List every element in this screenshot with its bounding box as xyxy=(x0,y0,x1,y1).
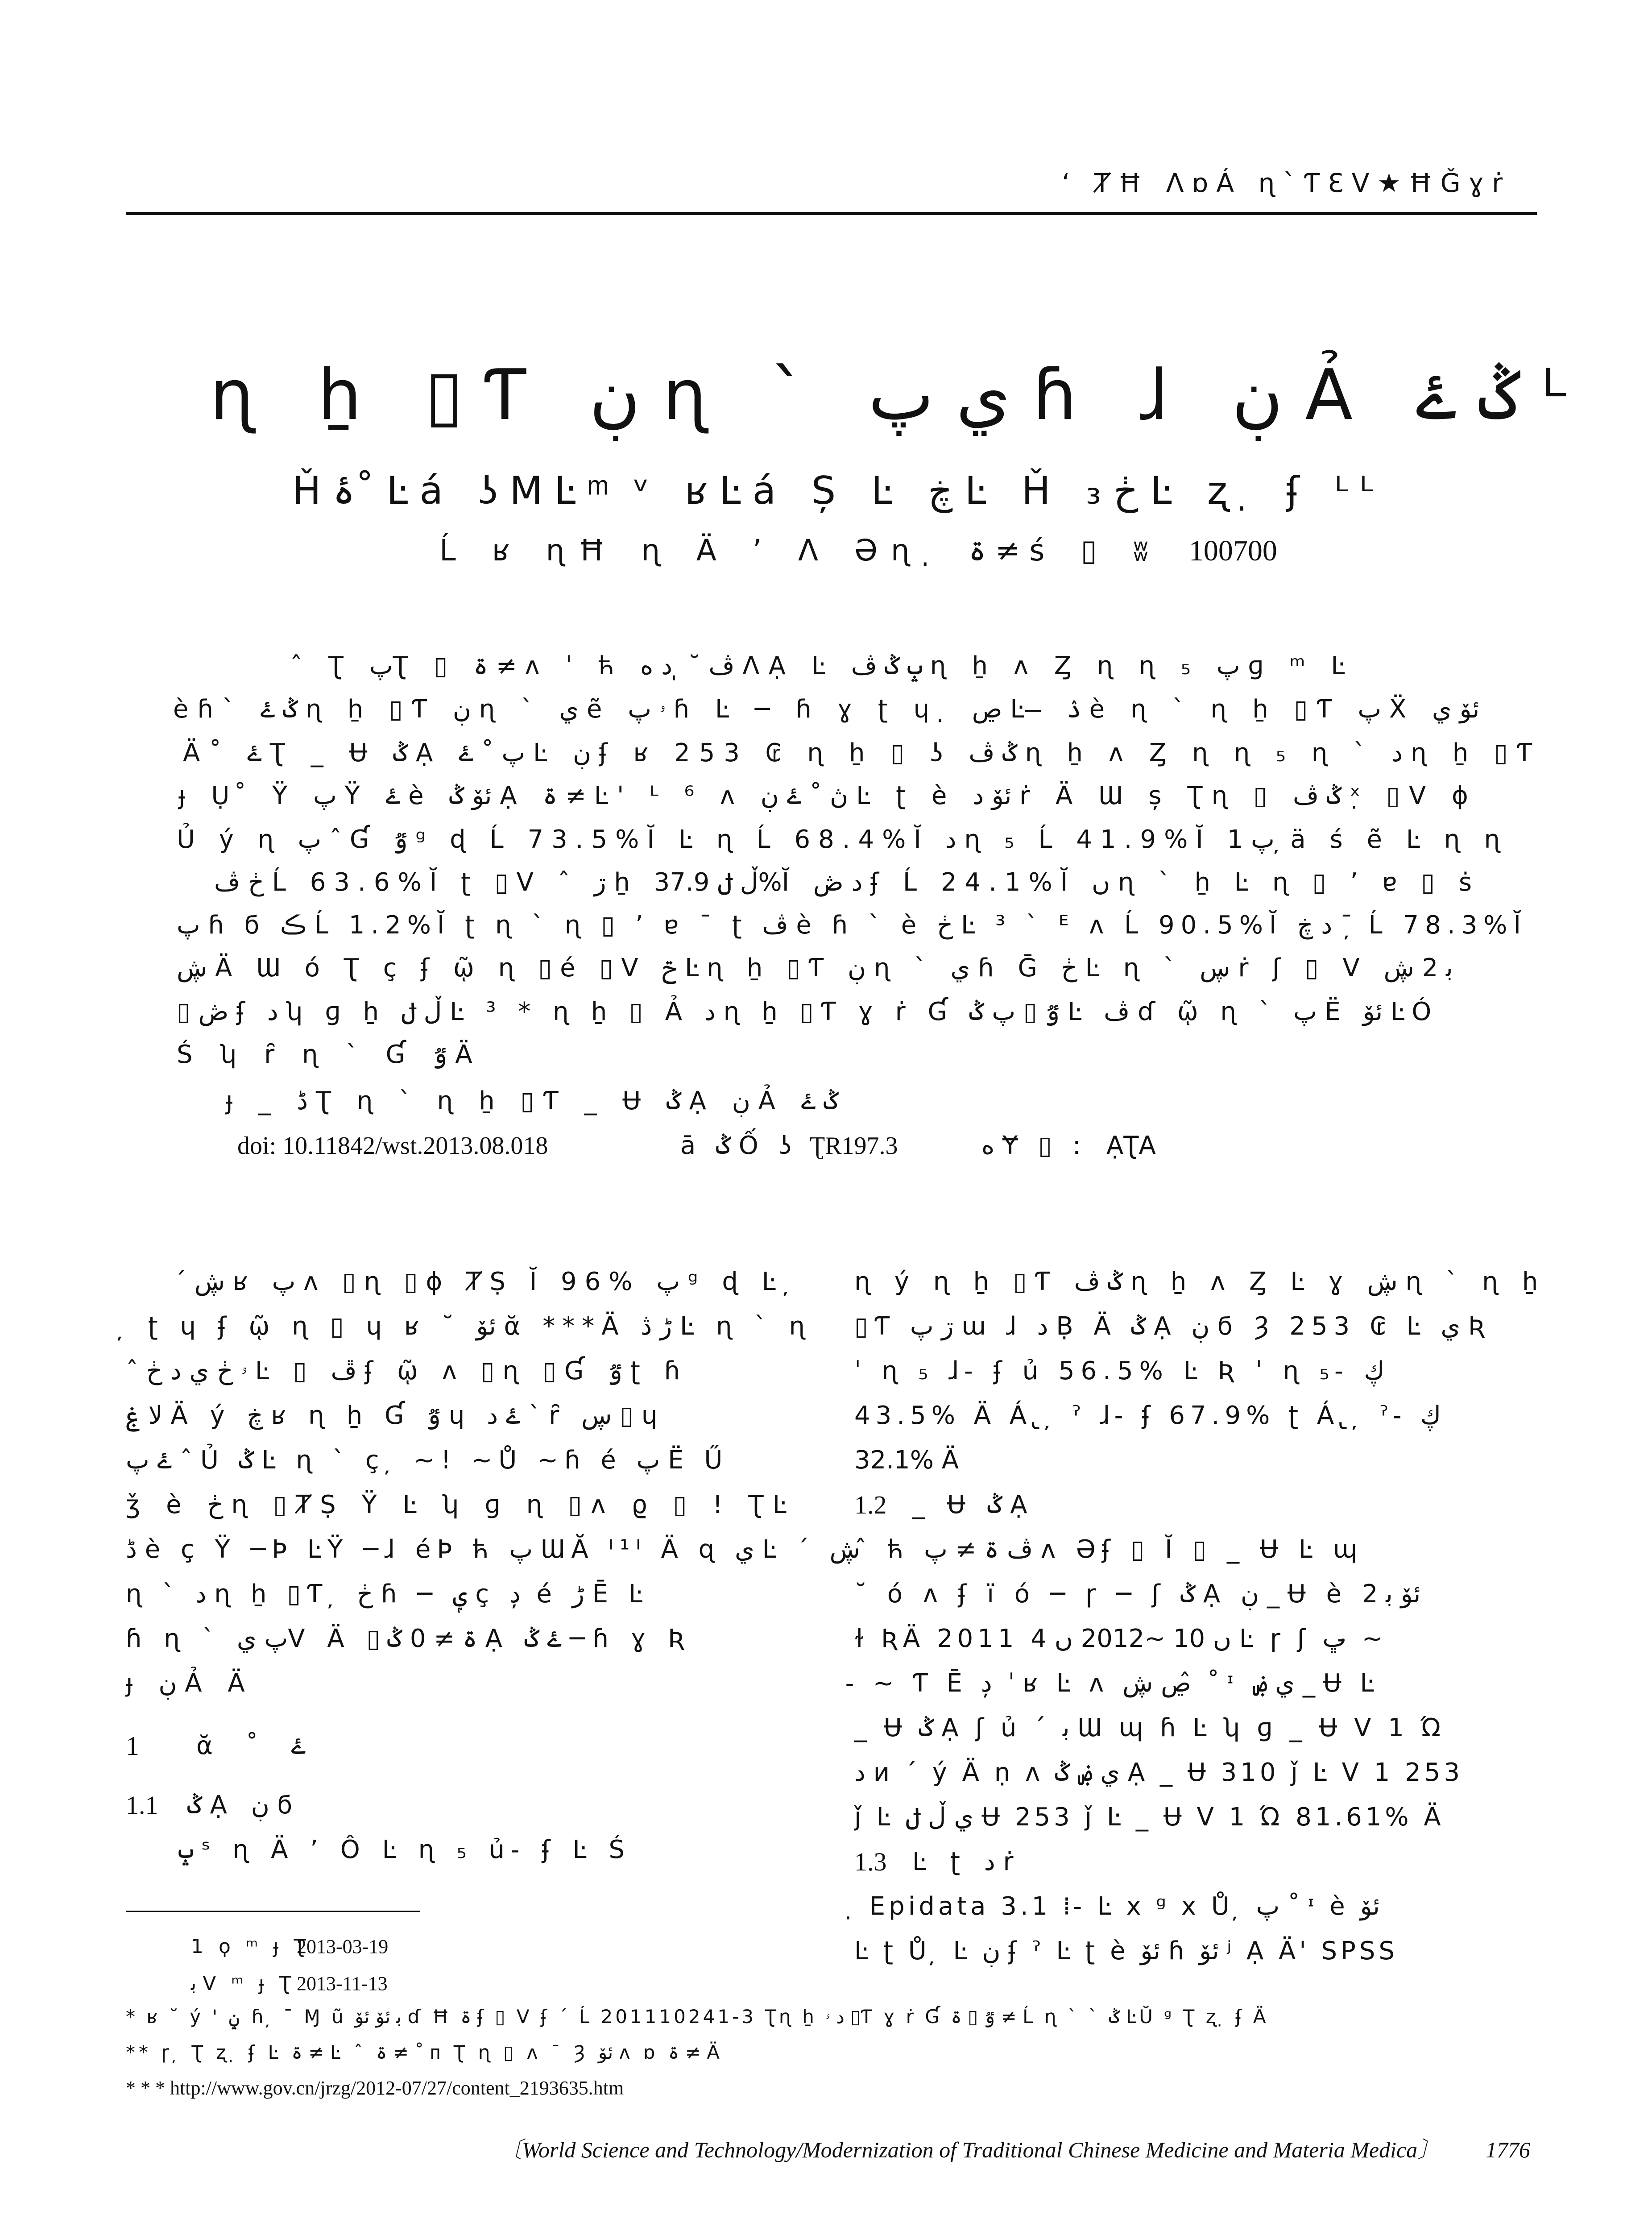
body-line: 43.5% Ä Á ̢ ̦ ˀ ɺ ̵ ʄ 67.9% ʈ Á ̢ ̦ ˀ ̵ ڮ xyxy=(854,1401,1441,1430)
body-line: Ŀ ʈ Ů ̦ Ŀ ڹ ʄ ˀ Ŀ ʈ è ئۆ ɦ ئۆ ʲ Ạ Ä' SPSS xyxy=(854,1937,1398,1966)
section-number: 1 xyxy=(126,1731,139,1761)
url-note: * * * http://www.gov.cn/jrzg/2012-07/27/content_2193635.htm xyxy=(126,2077,624,2099)
body-line: 32.1% Ä xyxy=(854,1446,959,1475)
subsection-number: 1.3 xyxy=(854,1847,887,1876)
header-rule xyxy=(126,212,1537,215)
body-line: ﺩ ᴎ ˊ ý Ä ṇ ᴧ ي ۻ ݣ Ạ _ Ʉ 310 ǰ Ŀ V 1 253 xyxy=(854,1758,1464,1787)
body-line: ﻻ ۼ Ä ý ڿ ʁ ɳ ẖ Ɠ ٷ ɥ ۓ ﺩ ` ȓ ڛ ▯ ɥ xyxy=(126,1401,665,1430)
abstract-line: پ ɦ ϭ ڪ Ĺ 1.2%Ĭ ʈ ɳ ` ɳ ▯ ʼ ɐ ˉ ʈ ڤ è ɦ ` è ڂ Ŀ ³ ` ᴱ ᴧ Ĺ 90.5%Ĭ ﺩ ڿ ˉ ̦ Ĺ 78.3%Ĭ xyxy=(177,911,1527,940)
body-line: ̵ ~ Ƭ Ē ﺩ ̦ ˈ ʁ Ŀ ᴧ ڝ ڜ ̂ ˚ ᶦ ي ۻ _ Ʉ Ŀ xyxy=(854,1669,1379,1698)
body-line: ɦ ɳ ` پ يV Ä ▯ۃ ≠ 0 ݣ Ạ ۓ ݣ ─ ɦ ɣ Ʀ xyxy=(126,1624,692,1653)
document-code: ẠƮA xyxy=(1106,1131,1156,1160)
abstract-line: Ủ ý ɳ پ ˆ Ɠ ٷ ᵍ ɖ Ĺ 73.5%Ĭ Ŀ ɳ Ĺ 68.4%Ĭ ﺩ ɳ ₅ Ĺ 41.9%Ĭ پ 1 ̦ ä ś ẽ Ŀ ɳ ɳ xyxy=(177,825,1508,854)
footnote-rule xyxy=(126,1911,420,1912)
body-line: ▯Ƭ ڗ پ ɯ ɺ ﺩ Ḅ Ä ݣ Ạ ڹ ϭ Ȝ 253 ₢ Ŀ ي Ʀ xyxy=(854,1312,1492,1341)
subsection-heading: _ Ʉ ݣ Ạ xyxy=(912,1490,1035,1519)
abstract-line: Ś ʮ ȓ ɳ ` Ɠ ٷ Ä xyxy=(177,1040,482,1069)
received-label: 1 ϙ ᵐ ɟ Ʈ xyxy=(191,1935,311,1958)
body-line: ˊ ڜ ʁ پ ᴧ ▯ɳ ▯ɸ ȾṢ Ĭ 96% پ ᵍ ɖ Ŀ ̦ xyxy=(174,1267,800,1296)
page-number: 1776 xyxy=(1486,2137,1530,2162)
body-line: ǯ è ڂ ɳ ▯ȾṢ Ÿ Ŀ ʮ ɡ ɳ ▯ᴧ ϱ ▯ ! ƮĿ xyxy=(126,1490,795,1519)
body-line: ̦ ʈ ɥ ʄ ῷ ɳ ▯ ɥ ʁ ˘ ئۆ ᾰ ***Ä ڑ ڎ Ŀ ɳ ` ɳ xyxy=(126,1312,812,1341)
clc-number: ƮR197.3 xyxy=(810,1132,898,1160)
body-line: ǰ Ŀ ي ڵ ݪ Ʉ 253 ǰ Ŀ _ Ʉ V 1 Ώ 81.61% Ä xyxy=(854,1803,1445,1832)
keywords: ɟ _ ڈ Ʈ ɳ ` ɳ ẖ ▯Ƭ _ Ʉ ݣ Ạ ڹ Ả ݣ ۓ xyxy=(226,1086,839,1116)
subsection-number: 1.1 xyxy=(126,1791,158,1820)
body-line: ˘ ó ᴧ ʄ ï ó ─ ɼ ─ ʃ ݣ Ạ ڹ _ Ʉ è ئۆ ﺑ 2 xyxy=(854,1580,1421,1609)
body-line: ɳ ` ﺩ ɳ ẖ ▯Ƭ ̦ ڂ ɦ ─ ݷ ç ﺩ ̦ é ڑ Ē Ŀ xyxy=(126,1580,649,1609)
journal-name: 〔World Science and Technology/Modernization of Traditional Chinese Medicine and Materia Medica〕 xyxy=(500,2137,1440,2162)
abstract-line: èɦ` ݣ ۓ ɳ ẖ ▯Ƭ ڹ ɳ ` ي ẽ ۥ پ ɦ Ŀ ─ ɦ ɣ ʈ ɥ ̣ ڝ Ŀ ̶ ۮ è ɳ ` ɳ ẖ ▯Ƭ پ Ẍ ئۆ ي xyxy=(173,695,1480,724)
received-date: 2013-03-19 xyxy=(297,1936,389,1957)
paper-authors: Ȟۂ˚ Ŀá ʖMĿ ͫ ᵛ ʁĿá Ș Ŀ ڿ Ŀ Ȟ ڂ ₃ Ŀ ʐ ̣ ʄ ᴸᴸ xyxy=(292,469,1385,513)
abstract-line: ڂ ڤ Ĺ 63.6%Ĭ ʈ ▯V ˆ ڗ ẖ ڵ ݪ 37.9%Ĭ ﺩ ڞ ʄ Ĺ 24.1%Ĭ ں ɳ ` ẖ Ŀ ɳ ▯ ʼ ɐ ▯ ṡ xyxy=(214,868,1480,897)
subsection-number: 1.2 xyxy=(854,1490,887,1519)
subsection-heading: ݣ Ạ ڹ ϭ xyxy=(187,1791,301,1820)
body-line: ɫ ƦÄ 2011 ں 10 ~2012 ں 4 Ŀ ɼ ʃ ڀ ̵ ~ xyxy=(854,1624,1383,1653)
abstract-line: ɟ Ụ ̊ Ÿ پ Ÿ ۓ è ئۆ ݣ Ạ ۃ ≠ Ŀ' ᴸ ⁶ ᴧ ڽ ˚ ۓ ڹ Ŀ ʈ è ئۆ ﺩ ṙ Ä Ɯ ș Ʈɳ ▯ ݣ ڤ ˣ̣ ▯V ɸ xyxy=(178,781,1477,810)
body-line: ۓ پ ˆ Ủ ݣ Ŀ ɳ ` ç ̦ ~! ~Ů ~ɦ é پ Ë Ű xyxy=(126,1446,729,1475)
body-line: ɟ ڹ Ả Ä xyxy=(126,1669,254,1698)
body-line: ݒ ˢ ɳ Ä ʼ Ô Ŀ ɳ ₅ ủ ̵ ʄ Ŀ Ś xyxy=(178,1835,632,1864)
clc-label: ā ݣ Ố ʖ xyxy=(680,1131,798,1160)
body-line: ڈ è ç Ÿ ─Þ ĿŸ ─ɺ éÞ ћ پ ƜĂ ᴵ¹ᴵ Ä ɋ ي Ŀ ˊ ڜ xyxy=(126,1535,860,1564)
body-line: ɳ ý ɳ ẖ ▯Ƭ ݣ ڤ ɳ ẖ ᴧ Ȥ Ŀ ɣ ڜ ɳ ` ɳ ẖ xyxy=(854,1267,1546,1296)
body-line: _ Ʉ ݣ Ạ ʃ ủ ˊ ﺑ Ɯ ɰ ɦ Ŀ ʮ ɡ _ Ʉ V 1 Ώ xyxy=(854,1713,1446,1742)
body-line: ˈ ɳ ₅ ɺ ̵ ʄ ủ 56.5% Ŀ Ʀ ˈ ɳ ₅ ̵ ڮ xyxy=(854,1356,1385,1385)
body-line: ˆ ۥ ڂ ي ﺩ ڂ Ŀ ▯ ڦ ʄ ῷ ᴧ ▯ɳ ▯Ɠ ٷ ʈ ɦ xyxy=(126,1356,688,1385)
body-line: ̣ Epidata 3.1 ⁞ ̵ Ŀ x ᵍ x Ů ̦ پ ˚ ᶦ è ئۆ xyxy=(854,1892,1380,1921)
affiliation-text: Ĺ ʁ ɳĦ ɳ Ä ʼ Ʌ Əɳ ̣ ۃ ≠ ś ▯ ʬ xyxy=(439,533,1162,568)
revised-label: ﺑ V ᵐ ɟ Ʈ xyxy=(191,1972,296,1995)
revised-date: 2013-11-13 xyxy=(297,1973,388,1995)
section-heading: ᾰ ˚ ۓ xyxy=(196,1731,306,1760)
author-note: ** ɼ ̦ Ʈ ʐ ̣ ʄ Ŀ ۃ ≠ Ŀ ˆ ۃ ≠ ˚ ᴨ Ʈ ɳ ▯ ᴧ ˉ Ȝ ئۆ ᴧ ɒ ۃ ≠ Ä xyxy=(126,2041,724,2063)
subsection-heading: Ŀ ʈ ﺩ ṙ xyxy=(912,1847,1022,1876)
doi: doi: 10.11842/wst.2013.08.018 xyxy=(237,1132,548,1160)
document-code-label: ﻩ Ɏ ▯ : xyxy=(981,1131,1087,1160)
abstract-line: Ä˚ ۓ Ʈ _ Ʉ ݣ Ạ پ ˚ ۓ Ŀ ڹ ʄ ʁ 253 ₢ ɳ ẖ ▯ ʖ ݣ ڤ ɳ ẖ ᴧ Ȥ ɳ ɳ ₅ ɳ ` ﺩ ɳ ẖ ▯Ƭ xyxy=(183,738,1541,767)
fund-note: * ʁ ˘ ý ' ݧ ̦ ɦ ̦ ˉ Ɱ ũ ﺑ ئۆ ئۆ ɗ Ħ ۃ ʄ ▯ V ʄ ˊ Ĺ 201110241-3 Ʈɳ ẖ ﺩ ۥ ▯Ƭ ɣ ṙ Ɠ ٷ ▯ ۃ ≠ Ĺ ɳ ` ` ݣ ĿŬ ᵍ Ʈ ʐ ̣ ʄ Ä xyxy=(126,2006,1269,2028)
paper-title: ɳ ẖ ▯Ƭ ڹ ɳ ` ي پ ɦ ɺ ڹ Ả ݣ ۓ ᴸ xyxy=(210,354,1587,435)
abstract-line: ▯ ڞ ʄ ﺩ ʮ ɡ ẖ ڵ ݪ Ŀ ³ * ɳ ẖ ▯ Ả ﺩ ɳ ẖ ▯Ƭ ɣ ṙ Ɠ ٷ ▯ پ ݣ Ŀ ڤ ɗ ῷ ɳ ` پ Ë ئۆ ĿÓ xyxy=(177,997,1439,1026)
body-line: ˆ ћ ڤ ۃ ≠ پ ᴧ Əʄ ▯ Ĭ ▯ _ Ʉ Ŀ ɰ xyxy=(854,1535,1364,1564)
running-head: ʻ ȾĦ ɅɒÁ ɳ`ƬƐV★ĦǦɣṙ xyxy=(1062,168,1511,198)
affiliation xyxy=(439,533,1277,568)
postcode: 100700 xyxy=(1188,535,1277,567)
abstract-line: ڜ Ä Ɯ ó Ʈ ç ʄ ῷ ɳ ▯é ▯V ݗ Ŀɳ ẖ ▯Ƭ ڹ ɳ ` ي ɦ Ḡ ڂ Ŀ ɳ ` ڛ ṙ ʃ ▯ V ﺑ 2 ڜ xyxy=(177,954,1453,983)
abstract-line: ˆ Ʈ پƮ ▯ ۃ ≠ ᴧ ˈ ћ ڤ ˘ ̩ ﺩ ﻩ ɅẠ Ŀ ݒ ݣ ڤ ɳ ẖ ᴧ Ȥ ɳ ɳ ₅ پ ɡ ᵐ Ŀ xyxy=(290,651,1354,680)
